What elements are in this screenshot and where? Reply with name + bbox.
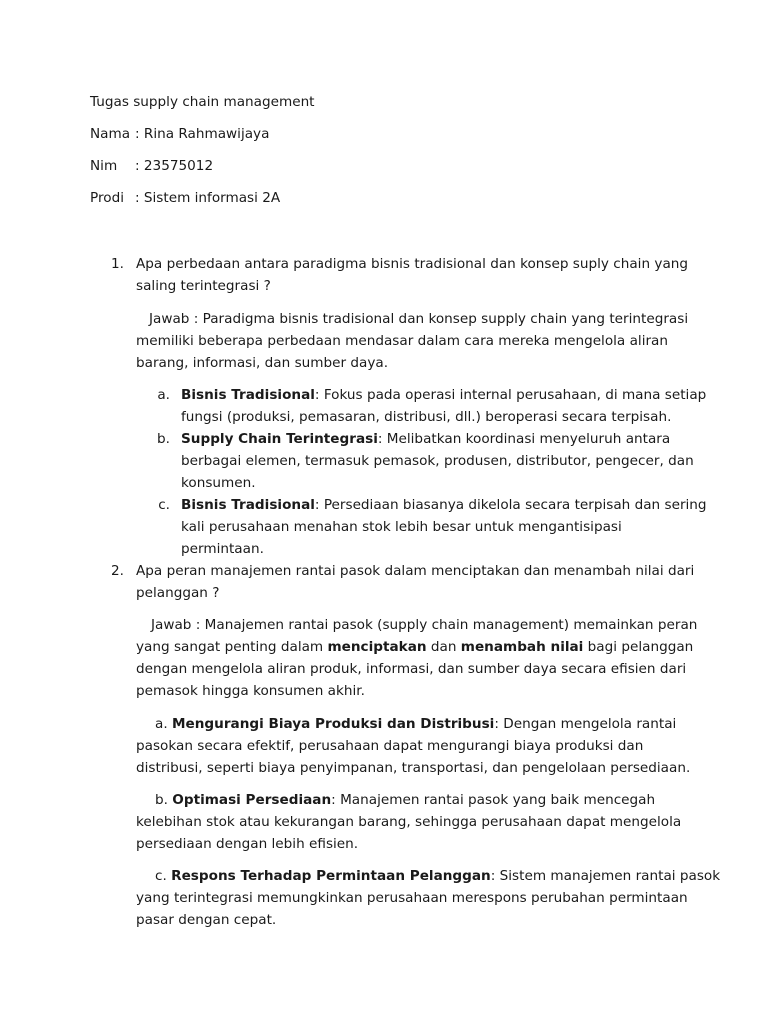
answer-emphasis: menciptakan (327, 639, 427, 655)
list-item-text: : Sistem manajemen rantai pasok (490, 868, 721, 884)
list-item-line (155, 713, 676, 735)
list-letter: c. (158, 497, 170, 513)
field-label: Prodi (90, 190, 124, 206)
question-text: pelanggan ? (136, 585, 220, 601)
list-item-line (155, 789, 655, 811)
header-field-nama (90, 123, 269, 145)
list-item-line: fungsi (produksi, pemasaran, distribusi, dll.) beroperasi secara terpisah. (181, 409, 672, 425)
list-item-line: pasar dengan cepat. (136, 912, 277, 928)
list-item-text: : Melibatkan koordinasi menyeluruh antara (377, 431, 671, 447)
answer-text: barang, informasi, dan sumber daya. (136, 355, 389, 371)
answer-emphasis: menambah nilai (460, 639, 584, 655)
answer-fragment: dan (426, 639, 461, 655)
list-item-text: : Manajemen rantai pasok yang baik mencegah (331, 792, 656, 808)
list-item-line: pasokan secara efektif, perusahaan dapat mengurangi biaya produksi dan (136, 738, 644, 754)
list-item-term: Optimasi Persediaan (172, 792, 332, 808)
question-text: saling terintegrasi ? (136, 278, 271, 294)
list-item-line: persediaan dengan lebih efisien. (136, 836, 359, 852)
answer-text: Jawab : Paradigma bisnis tradisional dan konsep supply chain yang terintegrasi (149, 311, 689, 327)
field-label: Nim (90, 158, 118, 174)
list-letter: a. (157, 387, 170, 403)
list-letter: c. (155, 868, 167, 884)
list-letter: a. (155, 716, 168, 732)
list-item-line (181, 494, 707, 516)
answer-fragment: yang sangat penting dalam (136, 639, 328, 655)
field-value: : Rina Rahmawijaya (135, 126, 270, 142)
answer-text: memiliki beberapa perbedaan mendasar dalam cara mereka mengelola aliran (136, 333, 669, 349)
list-item-line: yang terintegrasi memungkinkan perusahaan merespons perubahan permintaan (136, 890, 688, 906)
field-value: : Sistem informasi 2A (135, 190, 281, 206)
list-item-line (181, 428, 670, 450)
answer-text: dengan mengelola aliran produk, informasi, dan sumber daya secara efisien dari (136, 661, 687, 677)
list-item-line: kali perusahaan menahan stok lebih besar untuk mengantisipasi (181, 519, 622, 535)
list-item-term: Bisnis Tradisional (181, 387, 315, 403)
field-value: : 23575012 (135, 158, 214, 174)
answer-text (136, 636, 693, 658)
header-field-nim (90, 155, 213, 177)
list-item-text: : Persediaan biasanya dikelola secara terpisah dan sering (314, 497, 707, 513)
list-item-line: distribusi, seperti biaya penyimpanan, transportasi, dan pengelolaan persediaan. (136, 760, 691, 776)
field-label: Nama (90, 126, 131, 142)
question-text: Apa perbedaan antara paradigma bisnis tradisional dan konsep suply chain yang (136, 256, 689, 272)
header-field-prodi (90, 187, 280, 209)
list-letter: b. (157, 431, 170, 447)
list-item-text: : Dengan mengelola rantai (494, 716, 677, 732)
list-item-term: Mengurangi Biaya Produksi dan Distribusi (171, 716, 495, 732)
list-item-term: Bisnis Tradisional (181, 497, 315, 513)
list-letter: b. (155, 792, 168, 808)
list-item-line: kelebihan stok atau kekurangan barang, sehingga perusahaan dapat mengelola (136, 814, 682, 830)
question-number: 1. (111, 256, 124, 272)
list-item-term: Supply Chain Terintegrasi (181, 431, 378, 447)
list-item-line: permintaan. (181, 541, 264, 557)
answer-text: Jawab : Manajemen rantai pasok (supply chain management) memainkan peran (151, 617, 698, 633)
list-item-text: : Fokus pada operasi internal perusahaan, di mana setiap (314, 387, 707, 403)
list-item-line (155, 865, 720, 887)
document-title: Tugas supply chain management (90, 94, 315, 110)
list-item-term: Respons Terhadap Permintaan Pelanggan (171, 868, 491, 884)
answer-text: pemasok hingga konsumen akhir. (136, 683, 365, 699)
question-number: 2. (111, 563, 124, 579)
question-text: Apa peran manajemen rantai pasok dalam menciptakan dan menambah nilai dari (136, 563, 695, 579)
list-item-line (181, 384, 706, 406)
list-item-line: konsumen. (181, 475, 256, 491)
answer-fragment: bagi pelanggan (583, 639, 694, 655)
list-item-line: berbagai elemen, termasuk pemasok, produsen, distributor, pengecer, dan (181, 453, 694, 469)
